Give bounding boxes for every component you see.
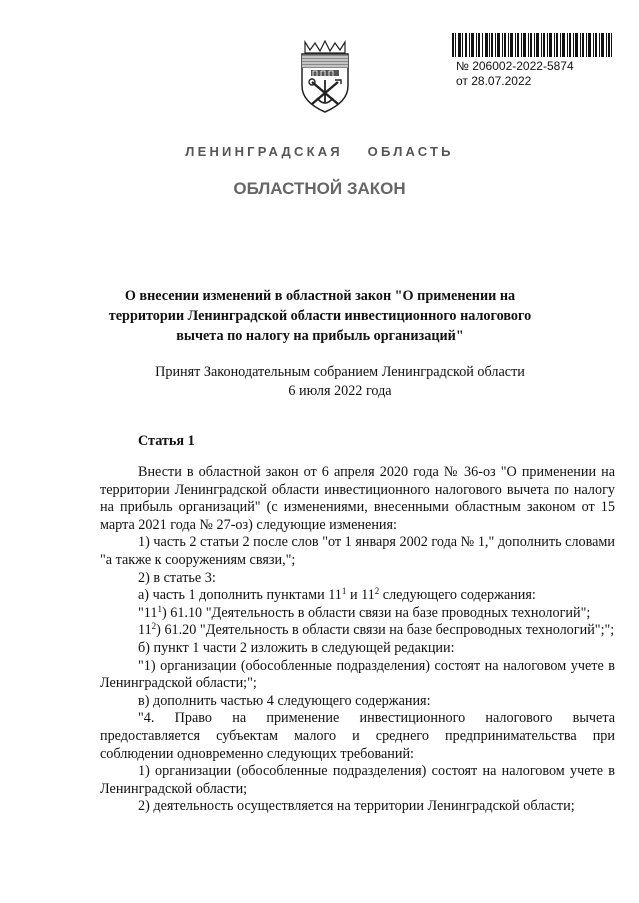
- paragraph: Внести в областной закон от 6 апреля 2020 года № 36-оз "О применении на территории Ленинградской области инвестиционного налогового вычета по налогу на прибыль организаций" (с изменениями, внесенными областным законом от 15 марта 2021 года № 27-оз) следующие изменения:: [100, 464, 615, 533]
- paragraph: 2) деятельность осуществляется на территории Ленинградской области;: [138, 798, 575, 815]
- adoption-line: Принят Законодательным собранием Ленинградской области: [155, 364, 525, 380]
- registration-date: от 28.07.2022: [456, 74, 532, 88]
- paragraph: $11^2$) 61.20 "Деятельность в области связи на базе беспроводных технологий";";: [138, 621, 615, 639]
- paragraph: 1) часть 2 статьи 2 после слов "от 1 января 2002 года № 1," дополнить словами "а также к сооружениям связи,";: [100, 534, 615, 568]
- article-heading: Статья 1: [138, 433, 195, 449]
- paragraph: "$11^1$) 61.10 "Деятельность в области связи на базе проводных технологий";: [138, 603, 591, 621]
- paragraph: б) пункт 1 части 2 изложить в следующей редакции:: [138, 639, 455, 656]
- paragraph: а) часть 1 дополнить пунктами $11^1$ и $11^2$ следующего содержания:: [138, 586, 536, 604]
- registration-number: № 206002-2022-5874: [456, 59, 574, 73]
- paragraph: в) дополнить частью 4 следующего содержания:: [138, 692, 431, 709]
- paragraph: "4. Право на применение инвестиционного налогового вычета предоставляется субъектам малого и среднего предпринимательства при соблюдении одновременно следующих требований:: [100, 710, 615, 762]
- coat-of-arms-emblem: [299, 40, 351, 118]
- paragraph: "1) организации (обособленные подразделения) состоят на налоговом учете в Ленинградской области;";: [100, 657, 615, 692]
- barcode: [452, 33, 612, 57]
- adoption-date: 6 июля 2022 года: [288, 383, 392, 399]
- document-type: ОБЛАСТНОЙ ЗАКОН: [233, 179, 406, 198]
- region-name: ЛЕНИНГРАДСКАЯ ОБЛАСТЬ: [185, 144, 454, 159]
- law-title: О внесении изменений в областной закон "О применении на территории Ленинградской области инвестиционного налогового вычета по налогу на прибыль организаций": [108, 288, 532, 344]
- paragraph: 2) в статье 3:: [138, 569, 216, 586]
- paragraph: 1) организации (обособленные подразделения) состоят на налоговом учете в Ленинградской области;: [100, 763, 615, 797]
- article-body: [100, 464, 615, 816]
- adoption-info: [80, 363, 600, 401]
